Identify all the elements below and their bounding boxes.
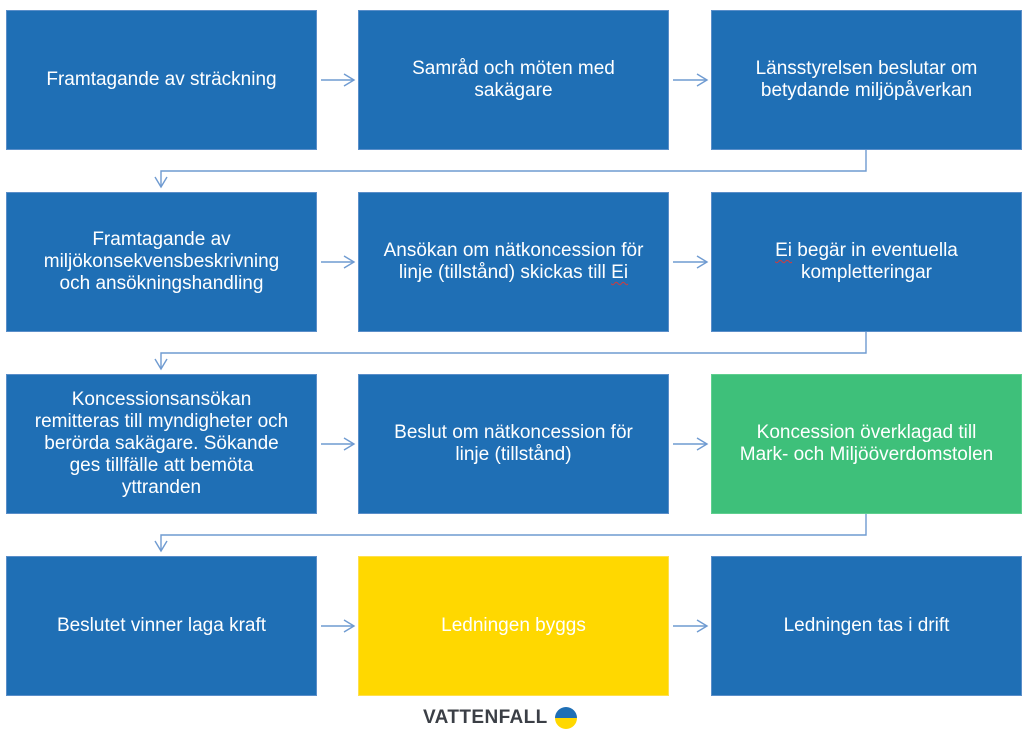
step-8-box: [358, 374, 669, 514]
step-5-label-text: Ansökan om nätkoncession för linje (tillstånd) skickas till: [383, 240, 644, 283]
step-2-box: [358, 10, 669, 150]
step-6-label-text: begär in eventuella kompletteringar: [797, 240, 958, 283]
step-10-box: [6, 556, 317, 696]
step-9-box: [711, 374, 1022, 514]
step-11-box: [358, 556, 669, 696]
step-10-label: Beslutet vinner laga kraft: [56, 615, 267, 636]
step-6-label: [775, 240, 958, 284]
step-5-box: [358, 192, 669, 332]
step-5-label: [384, 240, 644, 284]
step-7-label: Koncessionsansökan remitteras till myndigheter och berörda sakägare. Sökande ges tillfälle att bemöta yttranden: [34, 389, 289, 498]
step-4-label: Framtagande av miljökonsekvensbeskrivning och ansökningshandling: [43, 229, 280, 294]
vattenfall-logo: [423, 704, 578, 732]
step-12-label: Ledningen tas i drift: [783, 615, 950, 636]
step-3-label: Länsstyrelsen beslutar om betydande miljöpåverkan: [755, 58, 978, 101]
step-11-label: Ledningen byggs: [441, 615, 586, 636]
step-8-label: Beslut om nätkoncession för linje (tillstånd): [394, 422, 633, 465]
step-1-box: [6, 10, 317, 150]
step-7-box: [6, 374, 317, 514]
step-1-label: Framtagande av sträckning: [46, 69, 277, 90]
vattenfall-sun-icon: [554, 706, 578, 730]
step-2-label: Samråd och möten med sakägare: [412, 58, 615, 101]
step-4-box: [6, 192, 317, 332]
logo-text: VATTENFALL: [423, 707, 548, 728]
step-6-box: [711, 192, 1022, 332]
step-9-label: Koncession överklagad till Mark- och Miljööverdomstolen: [739, 422, 994, 465]
step-12-box: [711, 556, 1022, 696]
arrow-step6-to-step7: [161, 332, 866, 369]
arrow-step9-to-step10: [161, 514, 866, 551]
step-5-label-ei: Ei: [611, 262, 629, 283]
step-3-box: [711, 10, 1022, 150]
step-6-label-ei: Ei: [775, 240, 793, 261]
arrow-step3-to-step4: [161, 150, 866, 187]
